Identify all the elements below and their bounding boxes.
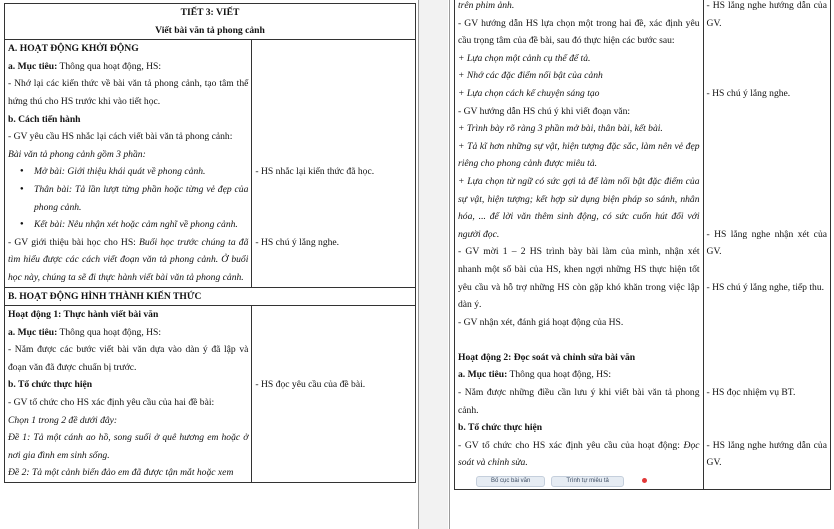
student-column xyxy=(252,306,416,483)
invite-text: - GV mời 1 – 2 HS trình bày bài làm của mình, nhận xét nhanh một số bài của HS, khen ngợi những HS thực hiện tốt yêu cầu và hỗ trợ những HS còn gặp khó khăn trong việc lập dàn ý. xyxy=(458,246,700,311)
lesson-header xyxy=(5,4,416,40)
hs-6: - HS lắng nghe hướng dẫn của GV. xyxy=(706,439,827,469)
note-1: + Trình bày rõ ràng 3 phần mở bài, thân bài, kết bài. xyxy=(458,123,663,135)
hs-2: - HS chú ý lắng nghe. xyxy=(706,87,791,99)
b-goal-1: - Nắm được các bước viết bài văn dựa vào dàn ý đã lập và đoạn văn đã được chuẩn bị trước. xyxy=(8,344,249,373)
step-2: + Nhớ các đặc điểm nổi bật của cảnh xyxy=(458,70,603,82)
lesson-header-row xyxy=(5,4,416,40)
a-intro-plain: - GV giới thiệu bài học cho HS: xyxy=(8,236,140,248)
note-3: + Lựa chọn từ ngữ có sức gợi tả để làm nổi bật đặc điểm của sự vật, hiện tượng; kết hợp sử dụng biện pháp so sánh, nhân hóa, ... để lời văn thêm sinh động, có sức cuốn hút đối với người đọc. xyxy=(458,175,700,240)
teacher-column xyxy=(455,0,704,490)
lesson-plan-table-right xyxy=(454,0,831,490)
a-bullet-2: ● Thân bài: Tả lần lượt từng phần hoặc từng vẻ đẹp của phong cảnh. xyxy=(8,181,248,216)
a-bullet-3: ● Kết bài: Nêu nhận xét hoặc cảm nghĩ về phong cảnh. xyxy=(8,216,248,234)
b-org-1: - GV tổ chức cho HS xác định yêu cầu của hai đề bài: xyxy=(8,397,215,409)
a-intro-italic: Buổi học trước chúng ta đã tìm hiểu được các cách viết đoạn văn tả phong cảnh. Ở buổi học này, chúng ta sẽ đi thực hành viết bài văn tả phong cảnh. xyxy=(8,236,249,283)
a-goal-text: Thông qua hoạt động, HS: xyxy=(57,60,162,72)
b-choose: Chọn 1 trong 2 đề dưới đây: xyxy=(8,414,118,426)
note-2: + Tả kĩ hơn những sự vật, hiện tượng đặc sắc, làm nên vẻ đẹp riêng cho phong cảnh được miêu tả. xyxy=(458,140,700,170)
b-org-label: b. Tổ chức thực hiện xyxy=(8,379,93,391)
right-page xyxy=(449,0,834,529)
hs-3: - HS lắng nghe nhận xét của GV. xyxy=(706,228,827,258)
a-hs-2: - HS chú ý lắng nghe. xyxy=(255,236,340,248)
a-intro xyxy=(8,234,248,287)
b-goal-label: a. Mục tiêu: xyxy=(8,326,58,338)
section-b-heading: B. HOẠT ĐỘNG HÌNH THÀNH KIẾN THỨC xyxy=(8,290,202,302)
section-b-heading-row xyxy=(5,287,416,306)
section-b-heading-cell xyxy=(5,287,416,306)
section-a-row xyxy=(5,40,416,287)
act2-goal-label: a. Mục tiêu: xyxy=(458,369,508,381)
act2-org-italic: Đọc soát và chỉnh sửa. xyxy=(458,439,700,469)
act2-org xyxy=(458,437,700,472)
student-column xyxy=(703,0,830,490)
teacher-column xyxy=(5,40,252,287)
lesson-code: TIẾT 3: VIẾT xyxy=(180,7,240,18)
b-goal xyxy=(8,324,248,342)
act2-org-label: b. Tổ chức thực hiện xyxy=(458,422,543,434)
a-org-1: - GV yêu cầu HS nhắc lại cách viết bài văn tả phong cảnh: xyxy=(8,131,233,143)
a-org-2: Bài văn tả phong cảnh gồm 3 phần: xyxy=(8,148,146,160)
teacher-column xyxy=(5,306,252,483)
activity-1-continued-row xyxy=(455,0,831,490)
topic-continued: trên phim ảnh. xyxy=(458,0,515,11)
section-a-heading: A. HOẠT ĐỘNG KHỞI ĐỘNG xyxy=(8,43,139,55)
a-goal-1: - Nhớ lại các kiến thức về bài văn tả phong cảnh, tạo tâm thế hứng thú cho HS trước khi vào tiết học. xyxy=(8,78,249,107)
hs-4: - HS chú ý lắng nghe, tiếp thu. xyxy=(706,281,825,293)
activity-2-title: Hoạt động 2: Đọc soát và chỉnh sửa bài văn xyxy=(458,351,636,363)
act2-goal xyxy=(458,366,700,384)
lesson-title: Viết bài văn tả phong cảnh xyxy=(155,24,265,36)
step-1: + Lựa chọn một cảnh cụ thể để tả. xyxy=(458,52,591,64)
tab-bo-cuc[interactable]: Bố cục bài văn xyxy=(476,476,545,487)
a-org-label: b. Cách tiến hành xyxy=(8,113,81,125)
hs-5: - HS đọc nhiệm vụ BT. xyxy=(706,387,796,399)
b-goal-text: Thông qua hoạt động, HS: xyxy=(57,326,162,338)
a-goal xyxy=(8,58,248,76)
tab-trinh-tu[interactable]: Trình tự miêu tả xyxy=(551,476,623,487)
guide-text: - GV hướng dẫn HS lựa chọn một trong hai đề, xác định yêu cầu trọng tâm của đề bài, sau đó thực hiện các bước sau: xyxy=(458,17,700,47)
notes-intro: - GV hướng dẫn HS chú ý khi viết đoạn văn: xyxy=(458,105,631,117)
evaluate-text: - GV nhận xét, đánh giá hoạt động của HS. xyxy=(458,316,624,328)
b-hs-1: - HS đọc yêu cầu của đề bài. xyxy=(255,379,366,391)
student-column xyxy=(252,40,416,287)
b-topic-1: Đề 1: Tả một cánh ao hồ, song suối ở quê hương em hoặc ở nơi gia đình em sinh sống. xyxy=(8,432,249,461)
embedded-tab-bar xyxy=(458,472,700,489)
a-goal-label: a. Mục tiêu: xyxy=(8,60,58,72)
a-hs-1: - HS nhắc lại kiến thức đã học. xyxy=(255,166,375,178)
activity-1-row xyxy=(5,306,416,483)
act2-goal-1: - Nắm được những điều cần lưu ý khi viết bài văn tả phong cảnh. xyxy=(458,387,700,416)
hs-1: - HS lắng nghe hướng dẫn của GV. xyxy=(706,0,827,29)
act2-org-plain: - GV tổ chức cho HS xác định yêu cầu của hoạt động: xyxy=(458,439,684,451)
activity-1-title: Hoạt động 1: Thực hành viết bài văn xyxy=(8,309,159,321)
lesson-plan-table-left xyxy=(4,3,416,483)
page-gutter xyxy=(419,0,448,529)
b-topic-2: Đề 2: Tả một cảnh biển đảo em đã được tận mắt hoặc xem xyxy=(8,467,234,479)
a-bullet-1: ● Mở bài: Giới thiệu khái quát về phong cảnh. xyxy=(8,163,248,181)
step-3: + Lựa chọn cách kể chuyện sáng tạo xyxy=(458,87,600,99)
act2-goal-text: Thông qua hoạt động, HS: xyxy=(507,369,612,381)
record-dot-icon[interactable] xyxy=(642,478,647,483)
